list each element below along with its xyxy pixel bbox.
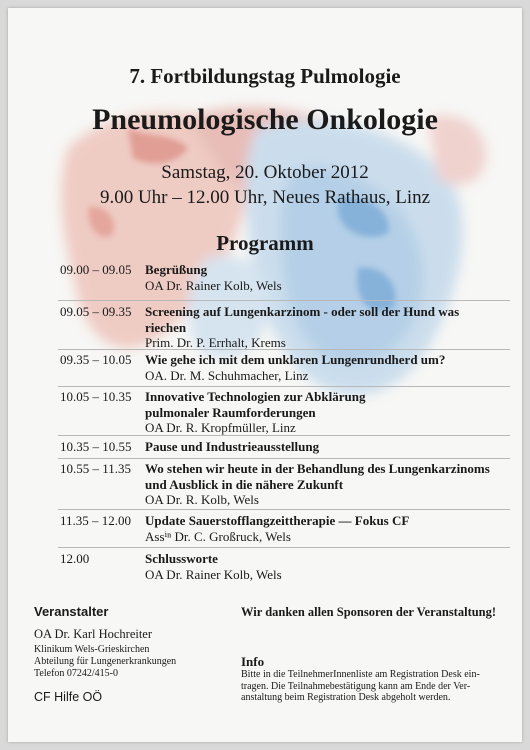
program-time: 10.05 – 10.35	[60, 389, 132, 404]
program-topic: Wo stehen wir heute in der Behandlung des Lungenkarzinoms	[145, 461, 490, 476]
program-topic: und Ausblick in die nähere Zukunft	[145, 476, 344, 492]
program-topic: Pause und Industrieausstellung	[145, 439, 320, 454]
organizer-line: Klinikum Wels-Grieskirchen	[34, 644, 150, 655]
program-speaker: OA. Dr. M. Schuhmacher, Linz	[145, 367, 309, 383]
footer	[8, 8, 522, 742]
event-date: Samstag, 20. Oktober 2012	[161, 162, 369, 183]
program-time: 09.00 – 09.05	[60, 262, 132, 277]
program-topic: Wie gehe ich mit dem unklaren Lungenrundherd um?	[145, 352, 446, 367]
event-time-place: 9.00 Uhr – 12.00 Uhr, Neues Rathaus, Linz	[99, 187, 431, 208]
program-topic: Begrüßung	[145, 262, 208, 277]
program-speaker: OA Dr. Rainer Kolb, Wels	[145, 277, 282, 293]
program-time: 11.35 – 12.00	[60, 513, 132, 528]
sponsor-thanks: Wir danken allen Sponsoren der Veranstaltung!	[241, 605, 497, 619]
info-line: anstaltung beim Registration Desk abgeholt werden.	[241, 692, 451, 704]
program-time: 09.05 – 09.35	[60, 304, 132, 319]
organizer-phone: Telefon 07242/415-0	[34, 668, 119, 679]
program-topic: pulmonaler Raumforderungen	[145, 404, 316, 420]
program-speaker: Prim. Dr. P. Errhalt, Krems	[145, 335, 286, 350]
info-text	[241, 669, 511, 704]
organizer-cf: CF Hilfe OÖ	[34, 690, 103, 704]
program-topic: Screening auf Lungenkarzinom - oder soll der Hund was	[145, 304, 460, 319]
program-topic: Innovative Technologien zur Abklärung	[145, 389, 366, 404]
flyer-page	[8, 8, 522, 742]
organizer-name: OA Dr. Karl Hochreiter	[34, 627, 153, 641]
program-topic: Update Sauerstofflangzeittherapie — Fokus CF	[145, 513, 410, 528]
program-topic: riechen	[145, 319, 187, 335]
program-speaker: OA Dr. R. Kolb, Wels	[145, 492, 259, 507]
event-subtitle: Pneumologische Onkologie	[92, 103, 438, 136]
program-heading: Programm	[216, 231, 314, 255]
info-line: tragen. Die Teilnahmebestätigung kann am Ende der Ver-	[241, 680, 471, 692]
program-time: 10.55 – 11.35	[60, 461, 132, 476]
program-speaker: Assⁱⁿ Dr. C. Großruck, Wels	[145, 528, 291, 544]
organizer-heading: Veranstalter	[34, 604, 109, 619]
program-time: 09.35 – 10.05	[60, 352, 132, 367]
info-heading: Info	[241, 654, 265, 669]
program-speaker: OA Dr. Rainer Kolb, Wels	[145, 566, 282, 582]
info-line: Bitte in die TeilnehmerInnenliste am Registration Desk ein-	[241, 669, 480, 680]
program-topic: Schlussworte	[145, 551, 218, 566]
program-time: 10.35 – 10.55	[60, 439, 132, 454]
event-title: 7. Fortbildungstag Pulmologie	[129, 64, 401, 88]
program-speaker: OA Dr. R. Kropfmüller, Linz	[145, 420, 296, 435]
organizer-line: Abteilung für Lungenerkrankungen	[34, 656, 177, 667]
program-time: 12.00	[60, 551, 90, 566]
